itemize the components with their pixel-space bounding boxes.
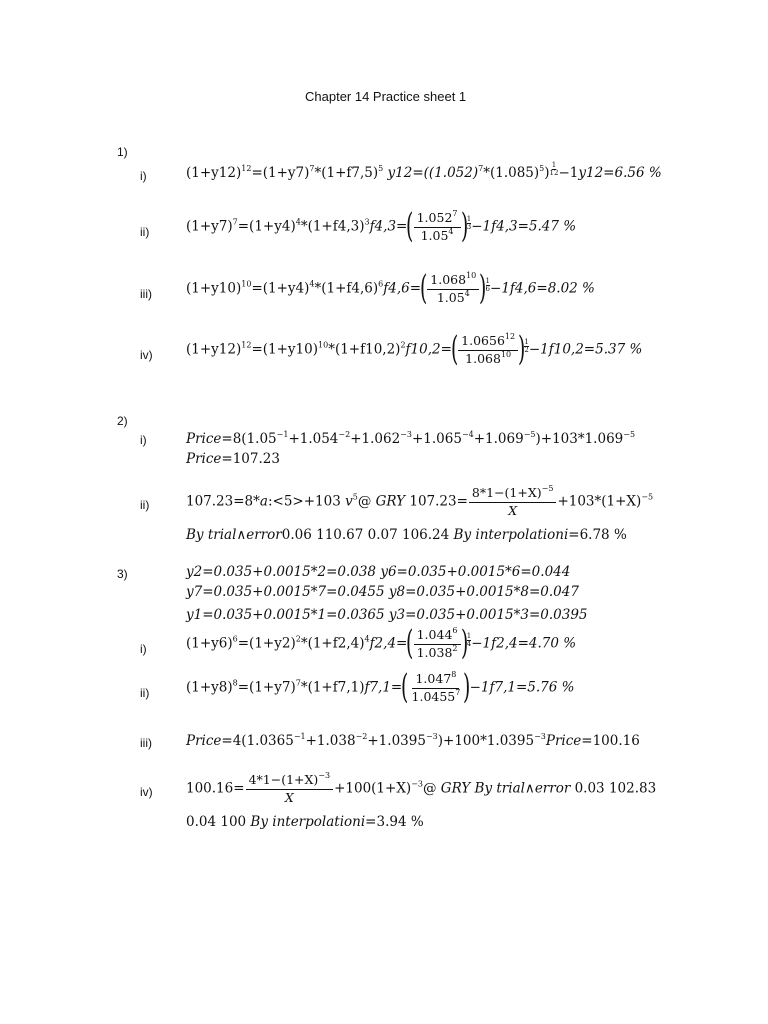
question-3-label: 3): [117, 567, 128, 581]
q2-i-result: Price=107.23: [186, 451, 280, 467]
q2-i-label: i): [140, 433, 147, 447]
q3-ii-label: ii): [140, 686, 150, 700]
q2-i-equation: $Price=8(1.05^{-1}+1.054^{-2}+1.062^{-3}+1.065^{-4}+1.069^{-5})+103*1.069^{-5}$: [186, 430, 636, 447]
q2-ii-result: By trial∧error0.06 110.67 0.07 106.24 By interpolationi=6.78 %: [186, 527, 627, 543]
q1-i-label: i): [140, 169, 147, 183]
q1-ii-equation: $(1+y7)^7=(1+y4)^4*(1+f4,3)^3f4,3=$( $\frac{1.052^7}{1.05^4}$ ) $\frac{1}{3}$ −1f4,3=5.47 %: [186, 206, 577, 247]
q3-iii-equation: $Price=4(1.0365^{-1}+1.038^{-2}+1.0395^{-3})+100*1.0395^{-3}Price=100.16$: [186, 732, 640, 749]
q3-ii-equation: $(1+y8)^8=(1+y7)^7*(1+f7,1)f7,1=$( $\frac{1.047^8}{1.0455^7}$ )−1f7,1=5.76 %: [186, 667, 575, 708]
q3-line-2: y7=0.035+0.0015*7=0.0455 y8=0.035+0.0015*8=0.047: [186, 584, 579, 600]
q2-ii-label: ii): [140, 498, 150, 512]
q2-ii-equation: 107.23=8*a:<5>+103 $v^5@$ GRY 107.23= $\frac{8*1-(1+X)^{-5}}{X}$ $+103*(1+X)^{-5}$: [186, 484, 654, 518]
page-title: Chapter 14 Practice sheet 1: [305, 89, 467, 104]
question-1-label: 1): [117, 145, 128, 159]
q3-iii-label: iii): [140, 736, 152, 750]
q3-line-1: y2=0.035+0.0015*2=0.038 y6=0.035+0.0015*6=0.044: [186, 564, 571, 580]
q1-iv-label: iv): [140, 348, 153, 362]
q1-ii-label: ii): [140, 225, 150, 239]
q1-iv-equation: $(1+y12)^{12}=(1+y10)^{10}*(1+f10,2)^2f10,2=$( $\frac{1.0656^{12}}{1.068^{10}}$ ) $\frac{1}{2}$ −1f10,2=5.37 %: [186, 329, 643, 370]
q1-i-equation: $(1+y12)^{12}=(1+y7)^7*(1+f7,5)^5$ $y12=((1.052)^7*(1.085)^5)$ $\frac{1}{12}$ −1y12=6.56 %: [186, 161, 662, 181]
question-2-label: 2): [117, 414, 128, 428]
q3-i-equation: $(1+y6)^6=(1+y2)^2*(1+f2,4)^4f2,4=$( $\frac{1.044^6}{1.038^2}$ ) $\frac{1}{4}$ −1f2,4=4.70 %: [186, 623, 577, 664]
q3-line-3: y1=0.035+0.0015*1=0.0365 y3=0.035+0.0015*3=0.0395: [186, 607, 588, 623]
q3-iv-label: iv): [140, 785, 153, 799]
q1-iii-label: iii): [140, 287, 152, 301]
q3-i-label: i): [140, 642, 147, 656]
q3-iv-equation: 100.16= $\frac{4*1-(1+X)^{-3}}{X}$ $+100(1+X)^{-3}@$ GRY By trial∧error 0.03 102.83: [186, 771, 657, 805]
q1-iii-equation: $(1+y10)^{10}=(1+y4)^4*(1+f4,6)^6f4,6=$( $\frac{1.068^{10}}{1.05^4}$ ) $\frac{1}{6}$ −1f4,6=8.02 %: [186, 268, 595, 309]
q3-iv-result: 0.04 100 By interpolationi=3.94 %: [186, 814, 424, 830]
